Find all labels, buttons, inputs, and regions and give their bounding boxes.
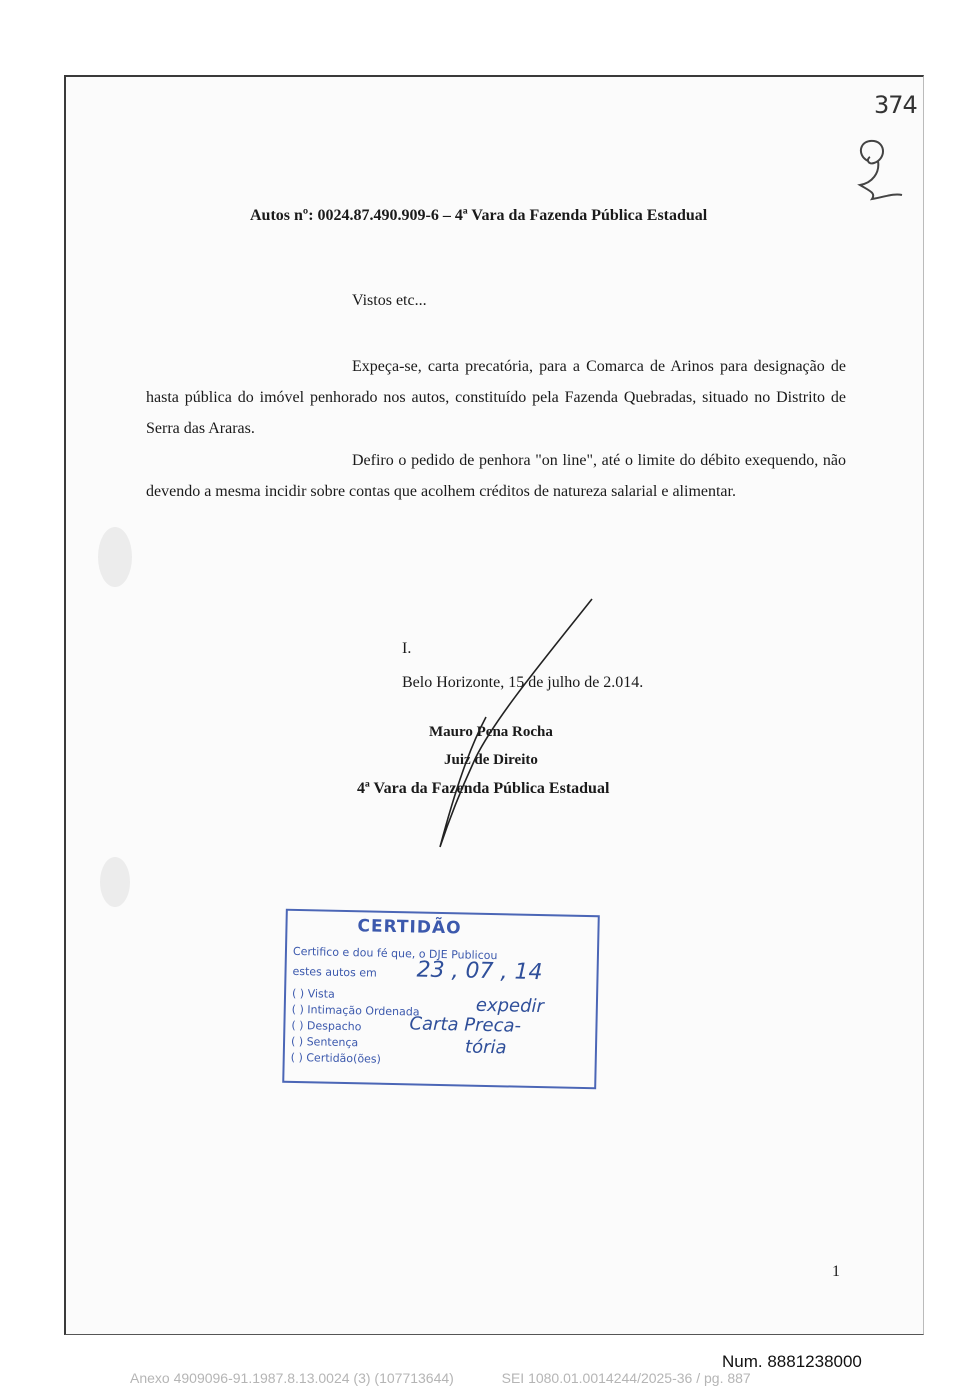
paragraph-precatoria: Expeça-se, carta precatória, para a Comarca de Arinos para designação de hasta pública do imóvel penhorado nos autos, constituído pela Fazenda Quebradas, situado no Distrito de Serra das Araras. xyxy=(146,358,846,437)
footer-sei: SEI 1080.01.0014244/2025-36 / pg. 887 xyxy=(501,1370,751,1386)
document-number: Num. 8881238000 xyxy=(722,1352,862,1371)
footer xyxy=(130,1370,751,1386)
signer-court: 4ª Vara da Fazenda Pública Estadual xyxy=(357,780,610,797)
stamp-line-date-label: estes autos em xyxy=(292,964,377,980)
scan-smudge xyxy=(100,857,130,907)
case-title: Autos nº: 0024.87.490.909-6 – 4ª Vara da Fazenda Pública Estadual xyxy=(250,207,708,224)
margin-note: 374 xyxy=(874,91,917,119)
place-date: Belo Horizonte, 15 de julho de 2.014. xyxy=(402,674,644,691)
footer-annex: Anexo 4909096-91.1987.8.13.0024 (3) (107713644) xyxy=(130,1370,454,1386)
stamp-handwritten-note: Carta Preca- xyxy=(409,1013,522,1037)
signature xyxy=(396,597,606,857)
stamp-title: CERTIDÃO xyxy=(357,916,462,939)
stamp-handwritten-date: 23 , 07 , 14 xyxy=(416,957,543,986)
signer-name: Mauro Pena Rocha xyxy=(429,724,553,740)
signer-role: Juiz de Direito xyxy=(444,752,538,768)
stamp-option-intimacao: ( ) Intimação Ordenada xyxy=(291,1002,420,1019)
certidao-stamp xyxy=(282,909,600,1090)
stamp-handwritten-note: tória xyxy=(464,1036,507,1059)
stamp-line-certify: Certifico e dou fé que, o DJE Publicou xyxy=(292,944,498,963)
closing-initial: I. xyxy=(402,640,412,657)
stamp-option-despacho: ( ) Despacho xyxy=(291,1018,362,1034)
scan-smudge xyxy=(98,527,132,587)
page-number: 1 xyxy=(832,1263,840,1280)
paragraph-penhora: Defiro o pedido de penhora "on line", até o limite do débito exequendo, não devendo a mesma incidir sobre contas que acolhem créditos de natureza salarial e alimentar. xyxy=(146,452,846,500)
stamp-option-sentenca: ( ) Sentença xyxy=(290,1034,359,1050)
rubric-mark xyxy=(846,133,906,205)
stamp-handwritten-note: expedir xyxy=(475,994,545,1018)
stamp-option-certidao: ( ) Certidão(ões) xyxy=(290,1050,382,1066)
greeting: Vistos etc... xyxy=(352,292,427,309)
scanned-page xyxy=(64,75,924,1335)
stamp-option-vista: ( ) Vista xyxy=(291,986,335,1001)
